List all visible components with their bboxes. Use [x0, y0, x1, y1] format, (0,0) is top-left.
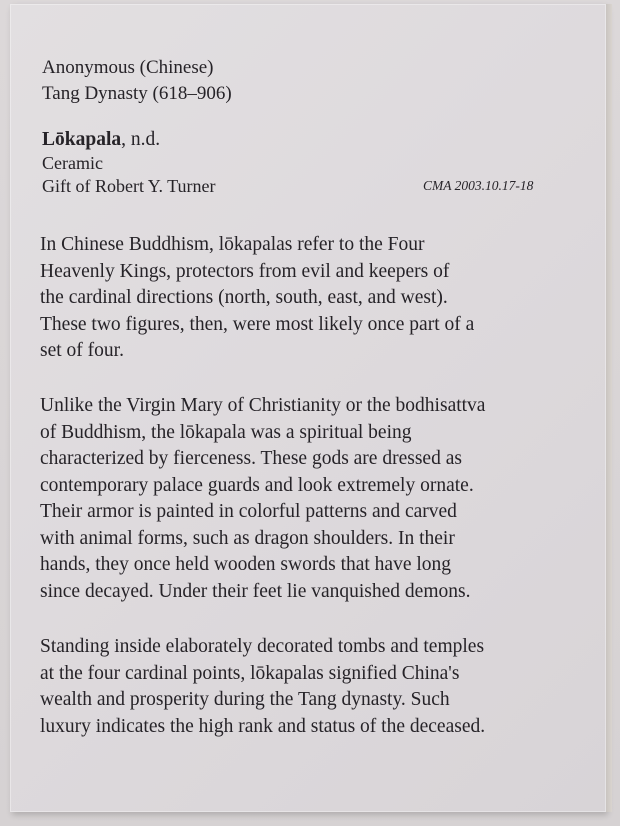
- artwork-title: Lōkapala: [42, 129, 122, 150]
- paragraph-line: Their armor is painted in colorful patterns and carved: [40, 501, 457, 522]
- paragraph-line: In Chinese Buddhism, lōkapalas refer to the Four: [40, 234, 425, 255]
- period: Tang Dynasty (618–906): [42, 83, 232, 104]
- paragraph-line: wealth and prosperity during the Tang dynasty. Such: [40, 689, 450, 710]
- paragraph-line: the cardinal directions (north, south, east, and west).: [40, 287, 448, 308]
- paragraph-line: of Buddhism, the lōkapala was a spiritual being: [40, 421, 412, 443]
- paragraph-line: Heavenly Kings, protectors from evil and keepers of: [40, 260, 450, 282]
- artist-name: Anonymous (Chinese): [42, 57, 214, 78]
- paragraph-line: hands, they once held wooden swords that have long: [40, 554, 452, 575]
- paragraph-line: These two figures, then, were most likely once part of a: [40, 313, 475, 335]
- paragraph-1: [40, 232, 474, 365]
- paragraph-line: at the four cardinal points, lōkapalas signified China's: [40, 662, 460, 684]
- paragraph-line: set of four.: [40, 340, 124, 361]
- paragraph-line: Standing inside elaborately decorated tombs and temples: [40, 636, 485, 657]
- medium: Ceramic: [42, 153, 103, 173]
- paragraph-line: characterized by fierceness. These gods are dressed as: [40, 448, 462, 469]
- paragraph-line: contemporary palace guards and look extremely ornate.: [40, 474, 474, 496]
- paragraph-line: Unlike the Virgin Mary of Christianity or the bodhisattva: [40, 395, 486, 416]
- paragraph-line: luxury indicates the high rank and status of the deceased.: [40, 715, 486, 737]
- credit-line: Gift of Robert Y. Turner: [42, 176, 216, 196]
- accession-number: CMA 2003.10.17-18: [423, 178, 534, 193]
- paragraph-line: with animal forms, such as dragon shoulders. In their: [40, 527, 455, 549]
- paragraph-line: since decayed. Under their feet lie vanquished demons.: [40, 580, 471, 602]
- paragraph-3: [40, 634, 485, 740]
- paragraph-2: [40, 393, 485, 605]
- artwork-date: , n.d.: [121, 129, 161, 150]
